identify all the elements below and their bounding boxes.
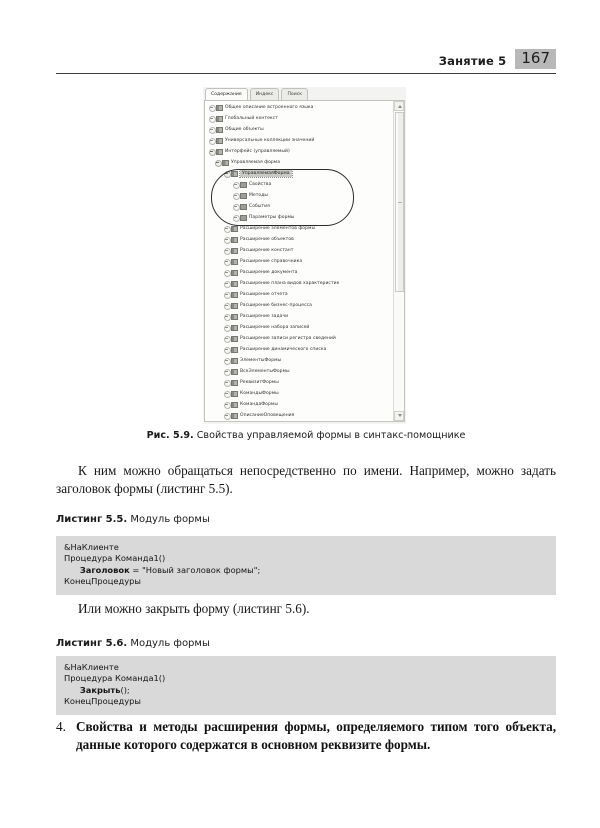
tree-item[interactable] <box>205 300 393 311</box>
code-text: КонецПроцедуры <box>64 696 141 707</box>
book-icon <box>231 292 238 298</box>
tree-item-label: ВсеЭлементыФормы <box>240 369 290 374</box>
expand-plus-icon[interactable] <box>223 335 230 342</box>
tree-item-label: Управляемая форма <box>231 160 281 165</box>
tree-item-label: События <box>249 204 270 209</box>
tree-item-label: Глобальный контекст <box>225 116 278 121</box>
scroll-up-arrow-icon[interactable] <box>394 101 404 111</box>
expand-plus-icon[interactable] <box>223 291 230 298</box>
code-line <box>64 696 548 707</box>
book-icon <box>231 336 238 342</box>
expand-plus-icon[interactable] <box>223 280 230 287</box>
listing-heading-1-number: Листинг 5.5. <box>56 514 128 525</box>
code-text: &НаКлиенте <box>64 662 119 672</box>
tree-item-label: ЭлементыФормы <box>240 358 282 363</box>
numbered-list-item-text: Свойства и методы расширения формы, определяемого типом того объекта, данные которого содержатся в основном реквизите формы. <box>76 719 556 752</box>
syntax-helper-window <box>203 87 406 424</box>
expand-plus-icon[interactable] <box>223 324 230 331</box>
tree-item-label: КомандыФормы <box>240 391 279 396</box>
book-icon <box>231 402 238 408</box>
scroll-down-arrow-icon[interactable] <box>394 411 404 421</box>
running-head-label: Занятие 5 <box>438 54 507 68</box>
code-line <box>64 576 548 587</box>
numbered-list-item-marker: 4. <box>56 719 66 734</box>
tree-item-label: Общие объекты <box>225 127 264 132</box>
folder-icon <box>240 215 247 221</box>
book-icon <box>216 149 223 155</box>
folder-icon <box>240 204 247 210</box>
tree-item-label: Общее описание встроенного языка <box>225 105 314 110</box>
expand-plus-icon[interactable] <box>232 214 239 221</box>
book-icon <box>231 281 238 287</box>
tree-item-label: Параметры формы <box>249 215 295 220</box>
tree-item[interactable] <box>205 399 393 410</box>
book-icon <box>231 248 238 254</box>
listing-heading-2-text: Модуль формы <box>127 638 210 649</box>
tree-item[interactable] <box>205 245 393 256</box>
tree-item[interactable] <box>205 135 393 146</box>
syntax-helper-tabstrip <box>203 87 406 100</box>
tree-item[interactable] <box>205 322 393 333</box>
book-icon <box>231 391 238 397</box>
code-text <box>64 685 80 695</box>
header-divider-rule <box>56 73 556 74</box>
book-icon <box>222 160 229 166</box>
tree-item-label: Расширение динамического списка <box>240 347 327 352</box>
book-icon <box>231 325 238 331</box>
tree-item-label: Расширение констант <box>240 248 294 253</box>
tree-item[interactable] <box>205 366 393 377</box>
tree-item[interactable] <box>205 388 393 399</box>
tree-item-label: Расширение объектов <box>240 237 294 242</box>
expand-plus-icon[interactable] <box>208 115 215 122</box>
syntax-helper-tab-1[interactable]: Индекс <box>250 88 280 100</box>
tree-item[interactable] <box>205 344 393 355</box>
book-icon <box>231 380 238 386</box>
book-icon <box>231 413 238 419</box>
code-text: &НаКлиенте <box>64 542 119 552</box>
tree-item[interactable] <box>205 289 393 300</box>
expand-plus-icon[interactable] <box>223 401 230 408</box>
tree-item-label: Расширение набора записей <box>240 325 310 330</box>
book-icon <box>231 303 238 309</box>
tree-item[interactable] <box>205 355 393 366</box>
expand-plus-icon[interactable] <box>223 368 230 375</box>
listing-heading-2 <box>56 637 556 651</box>
tree-item-label: Методы <box>249 193 268 198</box>
book-icon <box>216 116 223 122</box>
tree-item-label: ОписаниеОповещения <box>240 413 295 418</box>
tree-item[interactable] <box>205 278 393 289</box>
tree-item[interactable] <box>205 102 393 113</box>
tree-item-label: Свойства <box>249 182 272 187</box>
tree-item[interactable] <box>205 223 393 234</box>
tree-item[interactable] <box>205 113 393 124</box>
expand-plus-icon[interactable] <box>208 104 215 111</box>
expand-plus-icon[interactable] <box>208 137 215 144</box>
tree-item[interactable] <box>205 157 393 168</box>
figure-caption-number: Рис. 5.9. <box>146 430 194 441</box>
expand-plus-icon[interactable] <box>223 390 230 397</box>
listing-heading-1 <box>56 513 556 527</box>
figure-caption-text: Свойства управляемой формы в синтакс-помощнике <box>193 430 466 441</box>
tree-item[interactable] <box>205 212 393 223</box>
tree-vertical-scrollbar[interactable] <box>393 101 404 421</box>
tree-item-label: Универсальные коллекции значений <box>225 138 315 143</box>
book-icon <box>231 226 238 232</box>
scrollbar-thumb[interactable] <box>395 112 404 292</box>
tree-item-label: Расширение плана видов характеристик <box>240 281 340 286</box>
book-icon <box>231 237 238 243</box>
tree-item[interactable] <box>205 168 393 179</box>
code-block-2 <box>56 656 556 715</box>
collapse-minus-icon[interactable] <box>223 170 230 177</box>
book-icon <box>231 347 238 353</box>
code-line <box>64 662 548 673</box>
tree-item-label: РеквизитФормы <box>240 380 279 385</box>
tree-item[interactable] <box>205 190 393 201</box>
expand-plus-icon[interactable] <box>223 236 230 243</box>
numbered-list-item-4 <box>56 718 556 753</box>
expand-plus-icon[interactable] <box>223 313 230 320</box>
page-number-badge: 167 <box>515 49 556 69</box>
code-line <box>64 673 548 684</box>
book-icon <box>231 270 238 276</box>
tree-item[interactable] <box>205 333 393 344</box>
tree-item-label: Расширение справочника <box>240 259 303 264</box>
code-line <box>64 542 548 553</box>
book-icon <box>216 127 223 133</box>
running-head <box>56 48 556 74</box>
tree-item[interactable] <box>205 179 393 190</box>
folder-icon <box>240 182 247 188</box>
code-block-1 <box>56 536 556 595</box>
collapse-minus-icon[interactable] <box>208 148 215 155</box>
code-keyword: Закрыть <box>79 684 121 695</box>
book-icon <box>216 105 223 111</box>
syntax-helper-tree[interactable] <box>205 102 393 421</box>
tree-item-label: Расширение отчета <box>240 292 288 297</box>
syntax-helper-tree-panel <box>204 100 405 422</box>
expand-plus-icon[interactable] <box>232 181 239 188</box>
expand-plus-icon[interactable] <box>223 379 230 386</box>
code-keyword: Заголовок <box>79 564 130 575</box>
listing-heading-1-text: Модуль формы <box>127 514 210 525</box>
book-icon <box>231 171 238 177</box>
expand-plus-icon[interactable] <box>223 346 230 353</box>
expand-plus-icon[interactable] <box>232 203 239 210</box>
tree-item[interactable] <box>205 311 393 322</box>
code-line <box>64 685 548 696</box>
tree-item-label: Расширение бизнес-процесса <box>240 303 312 308</box>
code-text: Процедура Команда1() <box>64 673 166 684</box>
expand-plus-icon[interactable] <box>223 258 230 265</box>
body-paragraph-1: К ним можно обращаться непосредственно по имени. Например, можно задать заголовок формы (листинг 5.5). <box>56 463 556 496</box>
code-line <box>64 553 548 564</box>
expand-plus-icon[interactable] <box>223 302 230 309</box>
book-icon <box>231 369 238 375</box>
tree-item[interactable] <box>205 124 393 135</box>
expand-plus-icon[interactable] <box>232 192 239 199</box>
code-line <box>64 565 548 576</box>
expand-plus-icon[interactable] <box>223 247 230 254</box>
book-icon <box>231 259 238 265</box>
code-text <box>64 565 80 575</box>
expand-plus-icon[interactable] <box>223 225 230 232</box>
syntax-helper-tab-2[interactable]: Поиск <box>281 88 308 100</box>
code-text: Процедура Команда1() <box>64 553 166 564</box>
folder-icon <box>240 193 247 199</box>
tree-item-label: Расширение элементов формы <box>240 226 316 231</box>
figure-syntax-helper <box>203 87 406 424</box>
expand-plus-icon[interactable] <box>223 412 230 419</box>
tree-item[interactable] <box>205 234 393 245</box>
expand-plus-icon[interactable] <box>223 269 230 276</box>
body-paragraph-2: Или можно закрыть форму (листинг 5.6). <box>78 601 310 616</box>
tree-item-label: Расширение задачи <box>240 314 289 319</box>
tree-item[interactable] <box>205 201 393 212</box>
expand-plus-icon[interactable] <box>223 357 230 364</box>
code-text-tail: = "Новый заголовок формы"; <box>129 564 261 575</box>
tree-item-label: Интерфейс (управляемый) <box>225 149 290 154</box>
tree-item-label: Расширение записи регистра сведений <box>240 336 336 341</box>
syntax-helper-tab-0[interactable]: Содержание <box>205 88 248 100</box>
tree-item[interactable] <box>205 146 393 157</box>
book-icon <box>231 358 238 364</box>
tree-item[interactable] <box>205 256 393 267</box>
code-text: КонецПроцедуры <box>64 576 141 587</box>
tree-item-label: Расширение документа <box>240 270 298 275</box>
expand-plus-icon[interactable] <box>208 126 215 133</box>
tree-item[interactable] <box>205 267 393 278</box>
collapse-minus-icon[interactable] <box>214 159 221 166</box>
tree-item[interactable] <box>205 410 393 421</box>
tree-item-label: УправляемаяФорма <box>242 171 290 176</box>
tree-item-label: КомандаФормы <box>240 402 278 407</box>
figure-caption <box>56 429 556 442</box>
tree-item[interactable] <box>205 377 393 388</box>
code-text-tail: (); <box>120 684 130 695</box>
book-icon <box>216 138 223 144</box>
listing-heading-2-number: Листинг 5.6. <box>56 638 128 649</box>
book-icon <box>231 314 238 320</box>
